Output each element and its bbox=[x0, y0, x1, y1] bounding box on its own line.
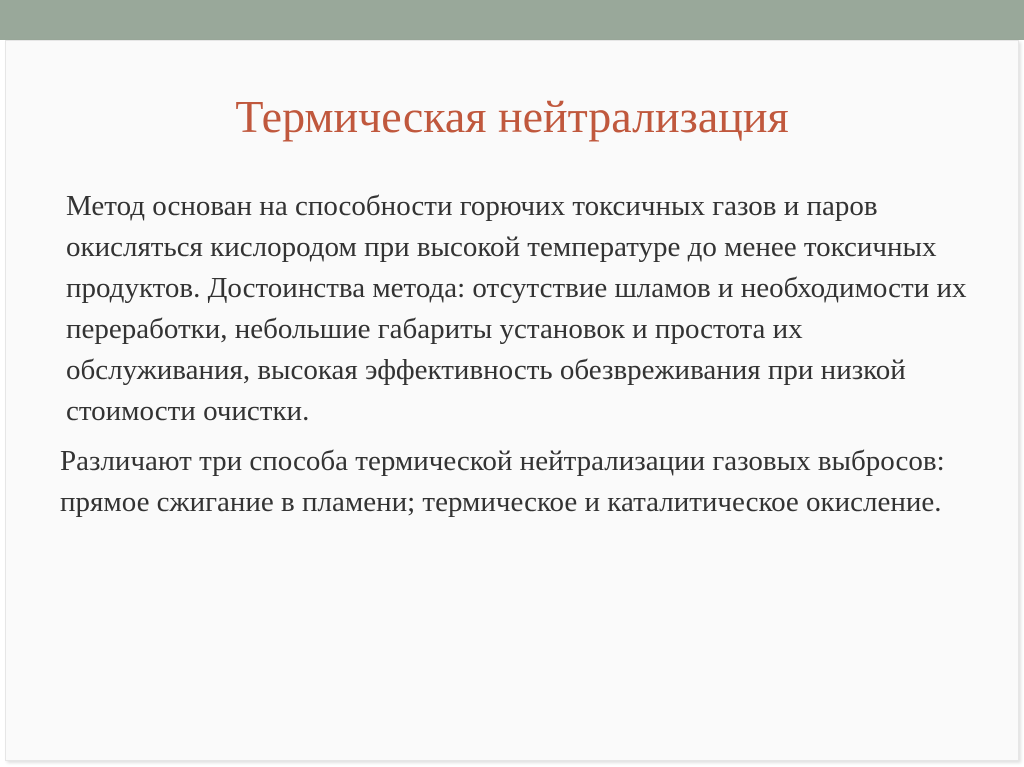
top-accent-bar bbox=[0, 0, 1024, 40]
slide-body bbox=[60, 186, 970, 532]
body-paragraph-methods-list: Различают три способа термической нейтрализации газовых выбросов: прямое сжигание в пламени; термическое и каталитическое окисление. bbox=[60, 445, 945, 518]
slide-title: Термическая нейтрализация bbox=[235, 91, 789, 142]
body-paragraph-method: Метод основан на способности горючих токсичных газов и паров окисляться кислородом при высокой температуре до менее токсичных продуктов. Достоинства метода: отсутствие шламов и необходимости их переработки, небольшие габариты установок и простота их обслуживания, высокая эффективность обезвреживания при низкой стоимости очистки. bbox=[66, 190, 967, 427]
